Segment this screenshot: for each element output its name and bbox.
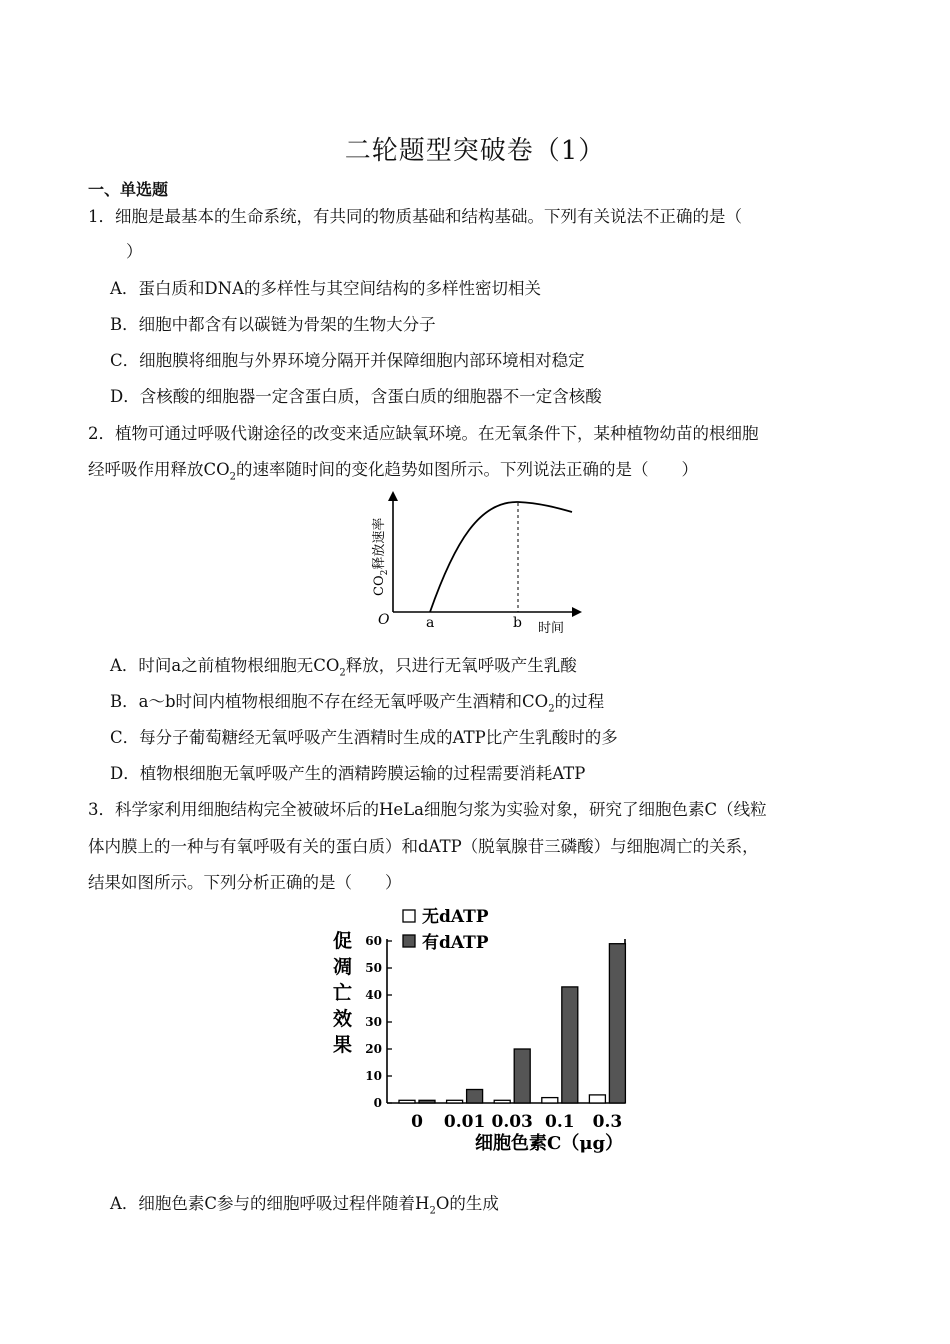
x-tick-label: 0.03 bbox=[491, 1112, 533, 1132]
bar-no-datp bbox=[542, 1098, 558, 1103]
q2-option-b: B．a～b时间内植物根细胞不存在经无氧呼吸产生酒精和$CO_2$的过程 bbox=[110, 692, 605, 715]
tick-a-label: a bbox=[426, 615, 435, 631]
q2-stem-line2 bbox=[88, 456, 698, 482]
q2-option-a: A．时间a之前植物根细胞无$CO_2$释放，只进行无氧呼吸产生乳酸 bbox=[110, 656, 577, 679]
q2-option-c: C．每分子葡萄糖经无氧呼吸产生酒精时生成的ATP比产生乳酸时的多 bbox=[110, 728, 618, 747]
q1-stem-line1: 1．细胞是最基本的生命系统，有共同的物质基础和结构基础。下列有关说法不正确的是（ bbox=[88, 207, 742, 226]
x-tick-label: 0.01 bbox=[443, 1112, 486, 1132]
bar-no-datp bbox=[399, 1100, 415, 1103]
q2-stem-sub: 2 bbox=[229, 471, 237, 483]
tick-b-label: b bbox=[513, 615, 522, 631]
apoptosis-bar-chart bbox=[325, 903, 645, 1159]
section-heading: 一、单选题 bbox=[88, 180, 169, 199]
bar-no-datp bbox=[494, 1100, 510, 1103]
y-tick-label: 10 bbox=[365, 1069, 382, 1083]
x-tick-label: 0.1 bbox=[545, 1112, 575, 1132]
co2-curve bbox=[430, 502, 572, 612]
x-axis-label: 时间 bbox=[538, 621, 565, 636]
q2-option-d: D．植物根细胞无氧呼吸产生的酒精跨膜运输的过程需要消耗ATP bbox=[110, 764, 586, 783]
y-tick-label: 20 bbox=[365, 1042, 382, 1056]
page-title: 二轮题型突破卷（1） bbox=[344, 136, 606, 166]
x-axis-arrow bbox=[572, 607, 582, 617]
origin-label: O bbox=[378, 612, 390, 628]
y-tick-label: 0 bbox=[373, 1096, 382, 1110]
y-tick-label: 40 bbox=[365, 988, 382, 1002]
q1-stem-line2: ） bbox=[126, 242, 143, 261]
q1-option-a: A．蛋白质和DNA的多样性与其空间结构的多样性密切相关 bbox=[110, 279, 541, 298]
x-tick-label: 0.3 bbox=[592, 1112, 623, 1132]
y-axis-title-char: 果 bbox=[333, 1034, 353, 1056]
y-tick-label: 50 bbox=[365, 961, 382, 975]
q2-stem-text-2: 的速率随时间的变化趋势如图所示。下列说法正确的是（ ） bbox=[236, 460, 699, 479]
q3-option-a: A．细胞色素C参与的细胞呼吸过程伴随着$H_2O$的生成 bbox=[110, 1194, 499, 1217]
y-axis-label: $CO_2$释放速率 bbox=[372, 517, 390, 596]
q2-stem-line1: 2．植物可通过呼吸代谢途径的改变来适应缺氧环境。在无氧条件下，某种植物幼苗的根细胞 bbox=[88, 424, 759, 443]
bar-no-datp bbox=[589, 1095, 605, 1103]
y-axis-title-char: 促 bbox=[333, 930, 353, 952]
q2-stem-text: 经呼吸作用释放CO bbox=[88, 460, 230, 479]
legend-label-with-datp: 有dATP bbox=[422, 933, 489, 953]
q1-option-d: D．含核酸的细胞器一定含蛋白质，含蛋白质的细胞器不一定含核酸 bbox=[110, 387, 602, 406]
q1-option-c: C．细胞膜将细胞与外界环境分隔开并保障细胞内部环境相对稳定 bbox=[110, 351, 585, 370]
y-tick-label: 30 bbox=[365, 1015, 382, 1029]
co2-release-chart bbox=[360, 486, 600, 638]
y-axis-title-char: 效 bbox=[333, 1008, 353, 1030]
q3-stem-line3: 结果如图所示。下列分析正确的是（ ） bbox=[88, 873, 402, 892]
bar-with-datp bbox=[467, 1090, 483, 1104]
x-axis-title: 细胞色素C（μg） bbox=[475, 1133, 624, 1154]
legend-swatch-with-datp bbox=[403, 935, 415, 947]
x-tick-label: 0 bbox=[411, 1112, 423, 1132]
legend-swatch-no-datp bbox=[403, 910, 415, 922]
q3-stem-line2: 体内膜上的一种与有氧呼吸有关的蛋白质）和dATP（脱氧腺苷三磷酸）与细胞凋亡的关系， bbox=[88, 837, 759, 856]
legend-label-no-datp: 无dATP bbox=[422, 907, 489, 927]
bar-with-datp bbox=[609, 944, 625, 1103]
y-tick-label: 60 bbox=[365, 934, 382, 948]
bar-with-datp bbox=[514, 1049, 530, 1103]
y-axis-title-char: 凋 bbox=[333, 956, 353, 978]
bar-with-datp bbox=[419, 1100, 435, 1103]
bar-no-datp bbox=[447, 1100, 463, 1103]
bar-with-datp bbox=[562, 987, 578, 1103]
q3-stem-line1: 3．科学家利用细胞结构完全被破坏后的HeLa细胞匀浆为实验对象，研究了细胞色素C（线粒 bbox=[88, 800, 767, 819]
y-axis-title-char: 亡 bbox=[333, 982, 353, 1004]
y-axis-arrow bbox=[388, 491, 398, 501]
q1-option-b: B．细胞中都含有以碳链为骨架的生物大分子 bbox=[110, 315, 436, 334]
